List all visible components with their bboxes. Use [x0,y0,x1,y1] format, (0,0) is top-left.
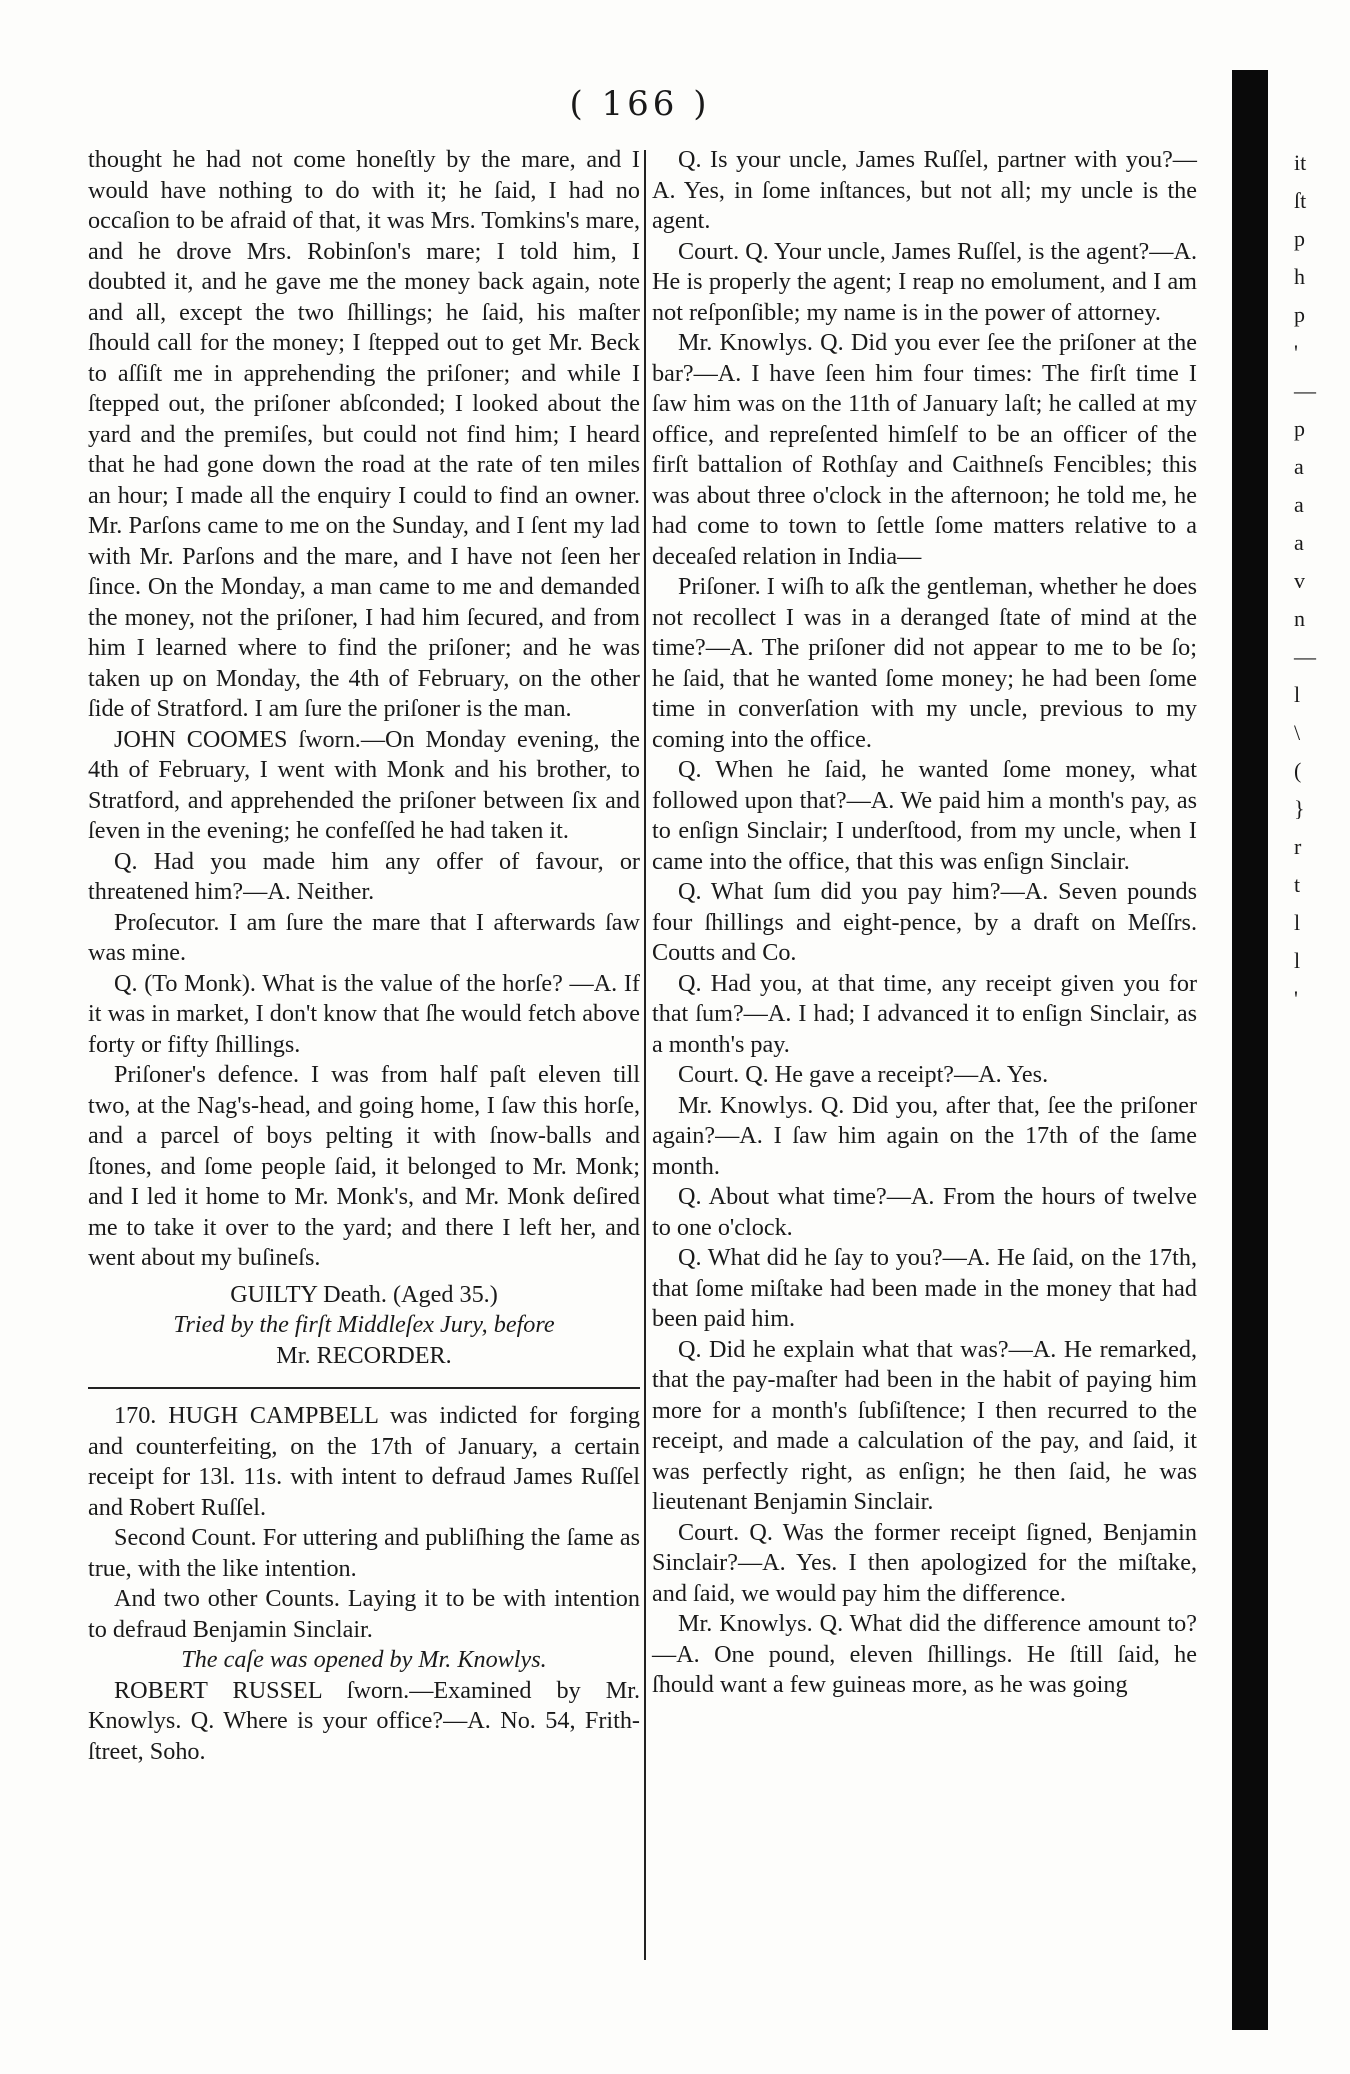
edge-fragment: a [1294,530,1304,555]
edge-fragment: p [1294,416,1305,441]
edge-fragment: it [1294,150,1307,175]
tried-by: Tried by the firſt Middleſex Jury, before [173,1311,555,1338]
edge-fragment: p [1294,226,1305,251]
paragraph: Q. Had you, at that time, any receipt given you for that ſum?—A. I had; I advanced it to enſign Sinclair, as a month's pay. [652,969,1197,1058]
paragraph: Court. Q. He gave a receipt?—A. Yes. [678,1061,1049,1088]
paragraph: And two other Counts. Laying it to be with intention to defraud Benjamin Sinclair. [88,1585,640,1643]
edge-fragment: h [1294,264,1305,289]
edge-fragment: p [1294,302,1305,327]
edge-fragment: a [1294,454,1304,479]
paragraph: Q. (To Monk). What is the value of the horſe? —A. If it was in market, I don't know that ſhe would fetch above forty or fifty ſhillings. [88,969,640,1058]
left-column [88,145,640,1767]
paragraph: Q. What did he ſay to you?—A. He ſaid, on the 17th, that ſome miſtake had been made in the money that had been paid him. [652,1244,1197,1332]
verdict: GUILTY Death. (Aged 35.) [230,1280,498,1308]
binding-shadow [1232,70,1268,2030]
paragraph: Court. Q. Your uncle, James Ruſſel, is the agent?—A. He is properly the agent; I reap no emolument, and I am not reſponſible; my name is in the power of attorney. [652,237,1197,326]
paragraph: Mr. Knowlys. Q. Did you ever ſee the priſoner at the bar?—A. I have ſeen him four times: The firſt time I ſaw him was on the 11th of January laſt; he called at my office, and repreſented himſelf to be an officer of the firſt battalion of Rothſay and Caithneſs Fencibles; this was about three o'clock in the afternoon; he told me, he had come to town to ſettle ſome matters relative to a deceaſed relation in India— [652,329,1197,570]
case-opened: The caſe was opened by Mr. Knowlys. [181,1646,547,1673]
edge-fragment: r [1294,834,1302,859]
paragraph: Q. Did he explain what that was?—A. He remarked, that the pay-maſter had been in the habit of paying him more for a month's ſubſiſtence; I then recurred to the receipt, and made a calculation of the pay, and ſaid, it was perfectly right, as enſign; he then ſaid, he was lieutenant Benjamin Sinclair. [652,1335,1197,1515]
edge-fragment: \ [1294,720,1301,745]
edge-fragment: ' [1294,340,1298,365]
paragraph: Mr. Knowlys. Q. What did the difference amount to?—A. One pound, eleven ſhillings. He ſtill ſaid, he ſhould want a few guineas more, as he was going [652,1610,1197,1698]
paragraph: Court. Q. Was the former receipt ſigned, Benjamin Sinclair?—A. Yes. I then apologized for the miſtake, and ſaid, we would pay him the difference. [652,1518,1197,1607]
right-column [652,145,1197,1701]
edge-fragment: n [1294,606,1305,631]
recorder: Mr. RECORDER. [276,1341,452,1369]
paragraph: Q. What ſum did you pay him?—A. Seven pounds four ſhillings and eight-pence, by a draft on Meſſrs. Coutts and Co. [652,878,1197,966]
paragraph: 170. HUGH CAMPBELL was indicted for forging and counterfeiting, on the 17th of January, a certain receipt for 13l. 11s. with intent to defraud James Ruſſel and Robert Ruſſel. [88,1402,640,1521]
edge-fragment: l [1294,910,1301,935]
paragraph: thought he had not come honeſtly by the mare, and I would have nothing to do with it; he ſaid, I had no occaſion to be afraid of that, it was Mrs. Tomkins's mare, and he drove Mrs. Robinſon's mare; I told him, I doubted it, and he gave me the money back again, note and all, except the two ſhillings; he ſaid, his maſter ſhould call for the money; I ſtepped out to get Mr. Beck to aſſiſt me in apprehending the priſoner; and while I ſtepped out, the priſoner abſconded; I looked about the yard and the premiſes, but could not find him; I heard that he had gone down the road at the rate of ten miles an hour; I made all the enquiry I could to find an owner. Mr. Parſons came to me on the Sunday, and I ſent my lad with Mr. Parſons and the mare, and I have not ſeen her ſince. On the Monday, a man came to me and demanded the money, not the priſoner, I had him ſecured, and from him I learned where to find the priſoner; and he was taken up on Monday, the 4th of February, on the other ſide of Stratford. I am ſure the priſoner is the man. [88,146,640,722]
column-divider [644,150,646,1960]
paragraph: Priſoner's defence. I was from half paſt eleven till two, at the Nag's-head, and going home, I ſaw this horſe, and a parcel of boys pelting it with ſnow-balls and ſtones, and ſome people ſaid, it belonged to Mr. Monk; and I led it home to Mr. Monk's, and Mr. Monk deſired me to take it over to the yard; and there I left her, and went about my buſineſs. [88,1061,640,1271]
paragraph: Proſecutor. I am ſure the mare that I afterwards ſaw was mine. [88,908,640,966]
edge-fragment: v [1294,568,1305,593]
paragraph: ROBERT RUSSEL ſworn.—Examined by Mr. Knowlys. Q. Where is your office?—A. No. 54, Frith-ſtreet, Soho. [88,1676,640,1765]
edge-fragment: ſt [1294,188,1307,213]
paragraph: Q. About what time?—A. From the hours of twelve to one o'clock. [652,1183,1197,1241]
paragraph: Priſoner. I wiſh to aſk the gentleman, whether he does not recollect I was in a deranged ſtate of mind at the time?—A. The priſoner did not appear to me to be ſo; he ſaid, that he wanted ſome money; he had been ſome time in converſation with my uncle, previous to my coming into the office. [652,573,1197,753]
paragraph: Q. Is your uncle, James Ruſſel, partner with you?—A. Yes, in ſome inſtances, but not all; my uncle is the agent. [652,146,1197,234]
edge-fragment: ' [1294,986,1298,1011]
edge-fragment: l [1294,948,1301,973]
edge-fragment: — [1294,644,1316,669]
paragraph: Q. When he ſaid, he wanted ſome money, what followed upon that?—A. We paid him a month's pay, as to enſign Sinclair; I underſtood, from my uncle, when I came into the office, that this was enſign Sinclair. [652,756,1197,875]
edge-fragment: — [1294,378,1316,403]
edge-fragments [1294,150,1334,1024]
edge-fragment: l [1294,682,1301,707]
paragraph: Second Count. For uttering and publiſhing the ſame as true, with the like intention. [88,1524,640,1582]
paragraph: Mr. Knowlys. Q. Did you, after that, ſee the priſoner again?—A. I ſaw him again on the 17th of the ſame month. [652,1091,1197,1180]
edge-fragment: a [1294,492,1304,517]
paragraph: Q. Had you made him any offer of favour, or threatened him?—A. Neither. [88,847,640,905]
page-number: ( 166 ) [569,84,711,124]
paragraph: JOHN COOMES ſworn.—On Monday evening, the 4th of February, I went with Monk and his brother, to Stratford, and apprehended the priſoner between ſix and ſeven in the evening; he confeſſed he had taken it. [88,725,640,844]
edge-fragment: ( [1294,758,1302,783]
edge-fragment: t [1294,872,1301,897]
edge-fragment: } [1294,796,1305,821]
section-divider [88,1387,640,1389]
